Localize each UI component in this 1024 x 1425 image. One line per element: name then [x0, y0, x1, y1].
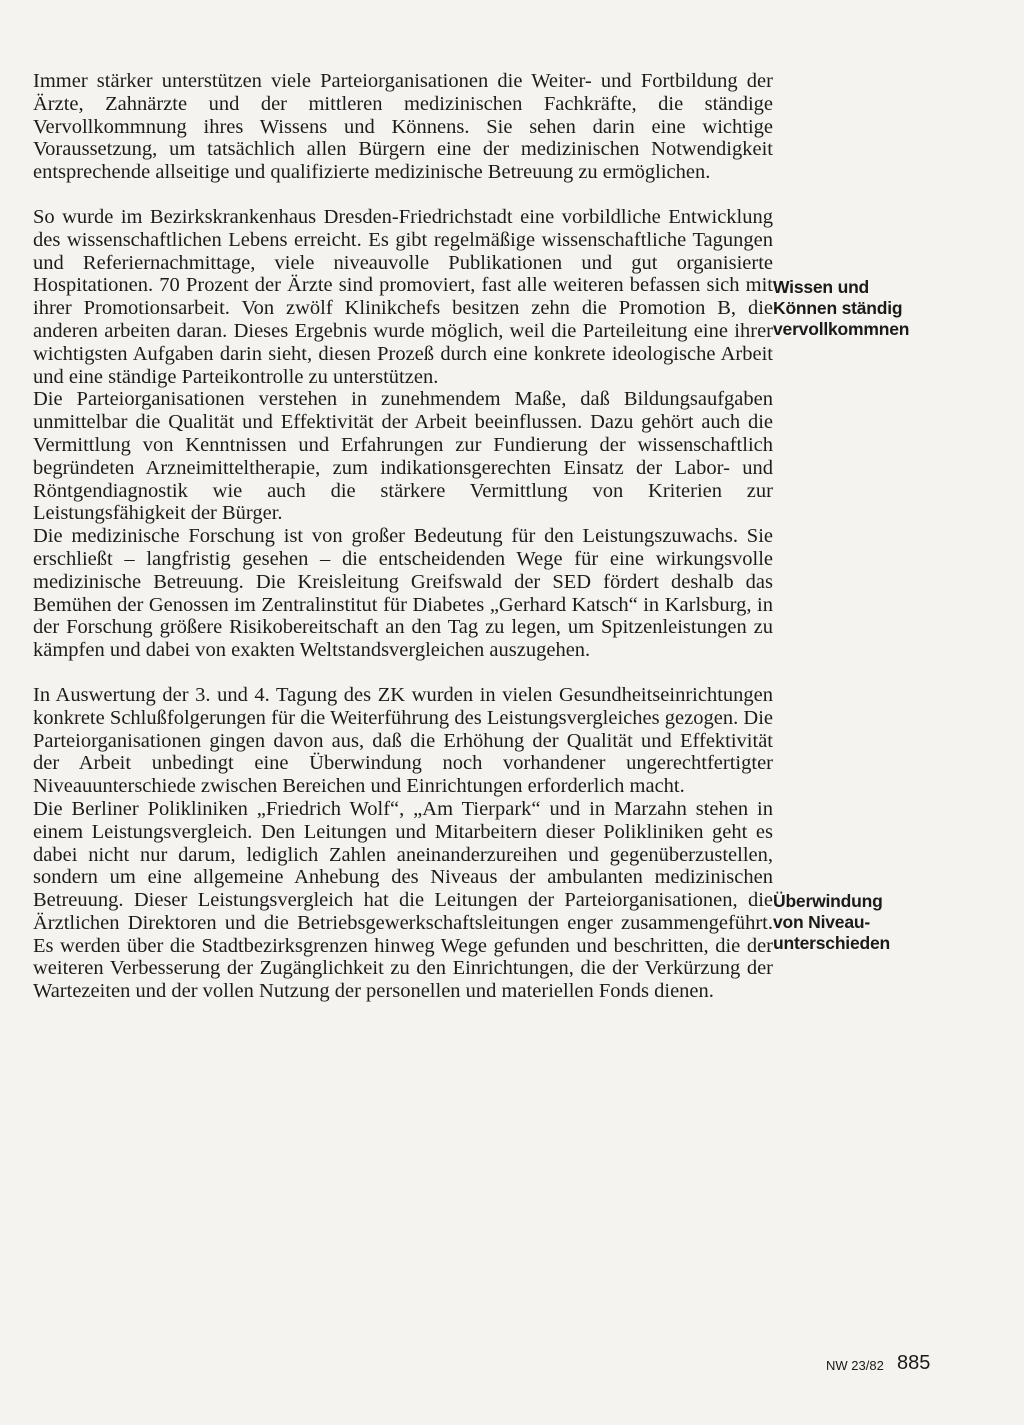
paragraph-dresden: So wurde im Bezirkskrankenhaus Dresden-Friedrichstadt eine vorbildliche Entwicklung des wissenschaftlichen Lebens erreicht. Es gibt regelmäßige wissenschaftliche Tagungen und Referiernachmittage, viele niveauvolle Publikationen und gut organisierte Hospitationen. 70 Prozent der Ärzte sind promoviert, fast alle weiteren befassen sich mit ihrer Promotionsarbeit. Von zwölf Klinikchefs besitzen zehn die Promotion B, die anderen arbeiten daran. Dieses Ergebnis wurde möglich, weil die Parteileitung eine ihrer wichtigsten Aufgaben darin sieht, diesen Prozeß durch eine konkrete ideologische Arbeit und eine ständige Parteikontrolle zu unterstützen.	[33, 205, 773, 388]
side-heading-line: Wissen und	[773, 277, 870, 297]
side-heading-line: Können ständig	[773, 298, 903, 318]
side-heading-wissen	[773, 277, 973, 340]
side-heading-ueberwindung	[773, 891, 973, 954]
section-spacer	[33, 662, 773, 684]
paragraph-leistungsvergleich: In Auswertung der 3. und 4. Tagung des ZK wurden in vielen Gesundheitseinrichtungen konkrete Schlußfolgerungen für die Weiterführung des Leistungsvergleiches gezogen. Die Parteiorganisationen gingen davon aus, daß die Erhöhung der Qualität und Effektivität der Arbeit unbedingt eine Überwindung noch vorhandener ungerechtfertigter Niveauunterschiede zwischen Bereichen und Einrichtungen erforderlich macht.	[33, 683, 773, 798]
main-text-column	[33, 70, 773, 1003]
paragraph-berliner-polikliniken: Die Berliner Polikliniken „Friedrich Wolf“, „Am Tierpark“ und in Marzahn stehen in einem Leistungsvergleich. Den Leitungen und Mitarbeitern dieser Polikliniken geht es dabei nicht nur darum, lediglich Zahlen aneinanderzureihen und gegenüberzustellen, sondern um eine allgemeine Anhebung des Niveaus der ambulanten medizinischen Betreuung. Dieser Leistungsvergleich hat die Leitungen der Parteiorganisationen, die Ärztlichen Direktoren und die Betriebsgewerkschaftsleitungen enger zusammengeführt. Es werden über die Stadtbezirksgrenzen hinweg Wege gefunden und beschritten, die der weiteren Verbesserung der Zugänglichkeit zu den Einrichtungen, die der Verkürzung der Wartezeiten und der vollen Nutzung der personellen und materiellen Fonds dienen.	[33, 797, 773, 1003]
side-heading-line: vervollkommnen	[773, 319, 910, 339]
paragraph-bildungsaufgaben: Die Parteiorganisationen verstehen in zunehmendem Maße, daß Bildungsaufgaben unmittelbar die Qualität und Effektivität der Arbeit beeinflussen. Dazu gehört auch die Vermittlung von Kenntnissen und Erfahrungen zur Fundierung der wissenschaftlich begründeten Arzneimitteltherapie, zum indikationsgerechten Einsatz der Labor- und Röntgendiagnostik wie auch die stärkere Vermittlung von Kriterien zur Leistungsfähigkeit der Bürger.	[33, 388, 773, 525]
issue-reference: NW 23/82	[826, 1358, 884, 1373]
side-heading-line: von Niveau-	[773, 912, 870, 932]
section-spacer	[33, 184, 773, 206]
paragraph-fortbildung: Immer stärker unterstützen viele Parteiorganisationen die Weiter- und Fortbildung der Ärzte, Zahnärzte und der mittleren medizinischen Fachkräfte, die ständige Vervollkommnung ihres Wissens und Könnens. Sie sehen darin eine wichtige Voraussetzung, um tatsächlich allen Bürgern eine der medizinischen Notwendigkeit entsprechende allseitige und qualifizierte medizinische Betreuung zu ermöglichen.	[33, 70, 773, 184]
paragraph-forschung: Die medizinische Forschung ist von großer Bedeutung für den Leistungszuwachs. Sie erschließt – langfristig gesehen – die entscheidenden Wege für eine wirkungsvolle medizinische Betreuung. Die Kreisleitung Greifswald der SED fördert deshalb das Bemühen der Genossen im Zentralinstitut für Diabetes „Gerhard Katsch“ in Karlsburg, in der Forschung größere Risikobereitschaft an den Tag zu legen, um Spitzenleistungen zu kämpfen und dabei von exakten Weltstandsvergleichen auszugehen.	[33, 525, 773, 662]
page-number: 885	[897, 1352, 931, 1374]
side-heading-line: unterschieden	[773, 933, 891, 953]
side-heading-line: Überwindung	[773, 891, 883, 911]
